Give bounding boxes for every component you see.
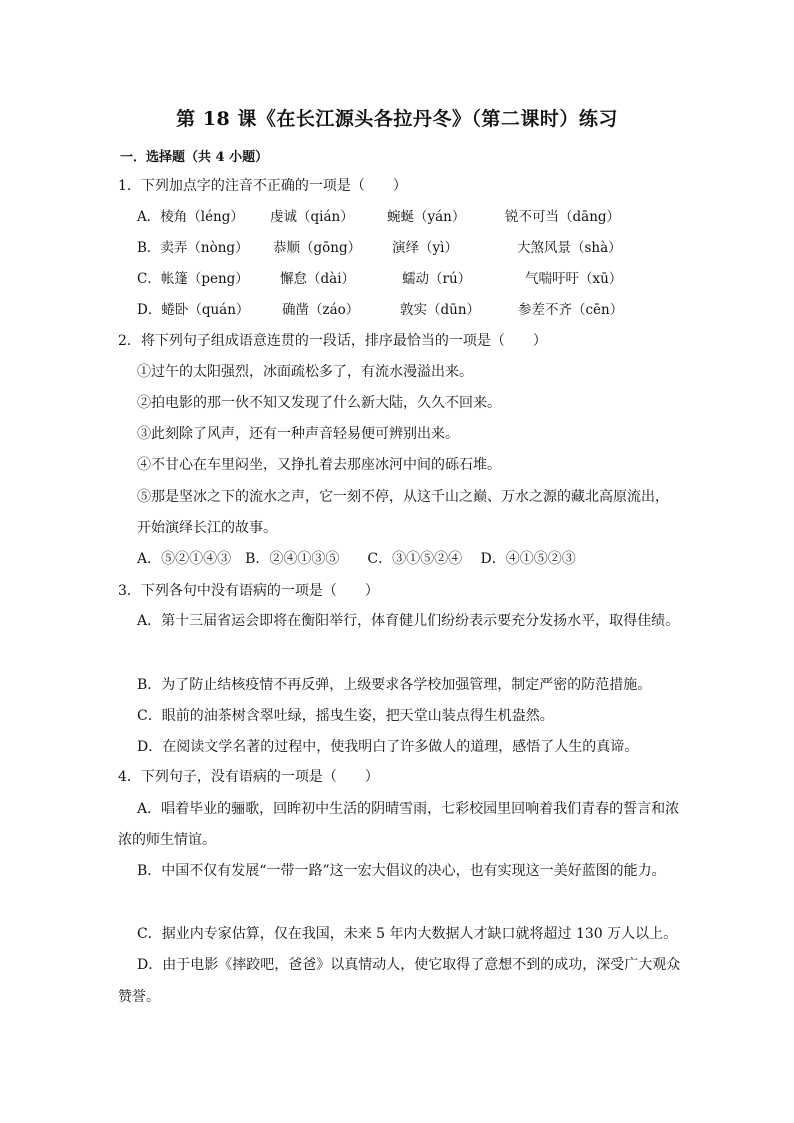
question-1-stem: 1．下列加点字的注音不正确的一项是（ ） <box>118 178 407 194</box>
q1-c-item-2: 懈怠（dài） <box>280 271 356 287</box>
q2-sentence-4: ④不甘心在车里闷坐，又挣扎着去那座冰河中间的砾石堆。 <box>137 457 501 473</box>
q4-option-a-line-2: 浓的师生情谊。 <box>118 832 216 848</box>
q1-a-item-2: 虔诚（qián） <box>270 209 354 225</box>
page-title: 第 18 课《在长江源头各拉丹冬》（第二课时）练习 <box>176 108 618 130</box>
q1-b-item-2: 恭顺（gōng） <box>273 240 362 256</box>
q4-option-d-line-2: 赞誉。 <box>118 989 160 1005</box>
q3-option-b: B．为了防止结核疫情不再反弹，上级要求各学校加强管理，制定严密的防范措施。 <box>137 677 652 693</box>
q1-c-item-4: 气喘吁吁（xū） <box>525 271 623 287</box>
q2-sentence-3: ③此刻除了风声，还有一种声音轻易便可辨别出来。 <box>137 426 459 442</box>
question-2-stem: 2．将下列句子组成语意连贯的一段话，排序最恰当的一项是（ ） <box>118 333 547 349</box>
q1-a-item-3: 蜿蜒（yán） <box>387 209 466 225</box>
q1-b-item-4: 大煞风景（shà） <box>517 240 622 256</box>
q4-option-d-line-1: D．由于电影《摔跤吧，爸爸》以真情动人，使它取得了意想不到的成功，深受广大观众 <box>137 957 681 973</box>
q3-option-a: A．第十三届省运会即将在衡阳举行，体育健儿们纷纷表示要充分发扬水平，取得佳绩。 <box>137 613 680 629</box>
q1-d-item-2: 确凿（záo） <box>282 302 360 318</box>
question-3-stem: 3．下列各句中没有语病的一项是（ ） <box>118 583 379 599</box>
q1-d-item-1: D．蜷卧（quán） <box>137 302 250 318</box>
q2-options: A．⑤②①④③ B．②④①③⑤ C．③①⑤②④ D．④①⑤②③ <box>137 551 576 567</box>
q4-option-b: B．中国不仅有发展“一带一路”这一宏大倡议的决心，也有实现这一美好蓝图的能力。 <box>137 863 666 879</box>
q1-b-item-1: B．卖弄（nòng） <box>137 240 249 256</box>
q3-option-d: D．在阅读文学名著的过程中，使我明白了许多做人的道理，感悟了人生的真谛。 <box>137 739 639 755</box>
q1-d-item-3: 敦实（dūn） <box>400 302 481 318</box>
question-4-stem: 4．下列句子，没有语病的一项是（ ） <box>118 769 379 785</box>
q1-a-item-1: A．棱角（léng） <box>137 209 244 225</box>
q3-option-c: C．眼前的油茶树含翠吐绿，摇曳生姿，把天堂山装点得生机盎然。 <box>137 708 554 724</box>
q1-b-item-3: 演绎（yì） <box>392 240 458 256</box>
q1-c-item-3: 蠕动（rú） <box>402 271 472 287</box>
q1-a-item-4: 锐不可当（dāng） <box>505 209 621 225</box>
q1-d-item-4: 参差不齐（cēn） <box>518 302 624 318</box>
q4-option-a-line-1: A．唱着毕业的骊歌，回眸初中生活的阴晴雪雨，七彩校园里回响着我们青春的誓言和浓 <box>137 801 680 817</box>
q4-option-c: C．据业内专家估算，仅在我国，未来 5 年内大数据人才缺口就将超过 130 万人以上。 <box>137 926 678 942</box>
q1-c-item-1: C．帐篷（peng） <box>137 271 249 287</box>
q2-sentence-2: ②拍电影的那一伙不知又发现了什么新大陆，久久不回来。 <box>137 395 501 411</box>
q2-sentence-5-line-2: 开始演绎长江的故事。 <box>137 520 277 536</box>
q2-sentence-5-line-1: ⑤那是坚冰之下的流水之声，它一刻不停，从这千山之巅、万水之源的藏北高原流出， <box>137 489 669 505</box>
q2-sentence-1: ①过午的太阳强烈，冰面疏松多了，有流水漫溢出来。 <box>137 364 473 380</box>
section-heading: 一．选择题（共 4 小题） <box>120 150 269 165</box>
